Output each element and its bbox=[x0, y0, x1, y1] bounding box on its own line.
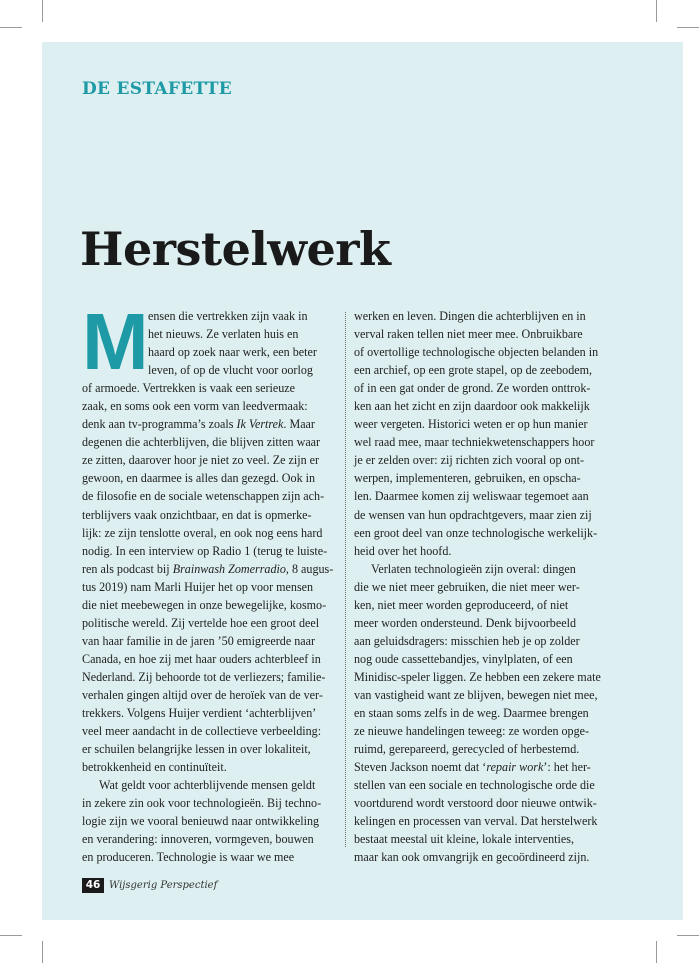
column-divider bbox=[345, 312, 346, 847]
text-line: trekkers. Volgens Huijer verdient ‘achterblijven’ bbox=[82, 706, 317, 721]
text-line: van vastigheid want ze blijven, bewegen niet mee, bbox=[354, 687, 598, 702]
text-line: Minidisc-speler liggen. Ze hebben een zekere mate bbox=[354, 669, 601, 684]
text-line: wel raad mee, maar techniekwetenschappers hoor bbox=[354, 435, 595, 450]
text-line: stellen van een sociale en technologische orde die bbox=[354, 778, 595, 793]
text-line: je er zelden over: zij richten zich vooral op ont- bbox=[354, 453, 585, 468]
article-title: Herstelwerk bbox=[80, 222, 391, 276]
left-column bbox=[82, 297, 344, 866]
text-line: ken aan het zicht en zijn daardoor ook makkelijk bbox=[354, 399, 590, 414]
text-line: of overtollige technologische objecten belanden in bbox=[354, 345, 599, 360]
text-line: er schuilen belangrijke lessen in over lokaliteit, bbox=[82, 742, 311, 757]
text-line: of in een gat onder de grond. Ze worden onttrok- bbox=[354, 381, 591, 396]
text-line: len. Daarmee komen zij weliswaar tegemoet aan bbox=[354, 489, 589, 504]
text-line: en produceren. Technologie is waar we mee bbox=[82, 850, 295, 865]
text-line: de wensen van hun opdrachtgevers, maar zien zij bbox=[354, 507, 592, 522]
text-line: meer worden ondersteund. Denk bijvoorbeeld bbox=[354, 615, 576, 630]
text-line: het nieuws. Ze verlaten huis en bbox=[148, 327, 299, 342]
text-line: een archief, op een grote stapel, op de zeebodem, bbox=[354, 363, 593, 378]
text-line: een groot deel van onze technologische werkelijk- bbox=[354, 525, 598, 540]
text-line: Wat geldt voor achterblijvende mensen geldt bbox=[99, 778, 316, 793]
text-line: en staan soms zelfs in de weg. Daarmee brengen bbox=[354, 706, 589, 721]
text-line: Steven Jackson noemt dat ‘repair work’: het her- bbox=[354, 760, 591, 775]
crop-mark bbox=[42, 0, 43, 22]
text-line: weer vergeten. Historici weten er op hun manier bbox=[354, 417, 588, 432]
text-line: werken en leven. Dingen die achterblijven en in bbox=[354, 309, 586, 323]
section-label: DE ESTAFETTE bbox=[82, 79, 233, 99]
text-line: de filosofie en de sociale wetenschappen zijn ach- bbox=[82, 489, 325, 504]
paragraph bbox=[82, 776, 344, 866]
journal-name: Wijsgerig Perspectief bbox=[109, 880, 218, 891]
text-line: aan geluidsdragers: misschien heb je op zolder bbox=[354, 633, 580, 648]
crop-mark bbox=[656, 0, 657, 22]
text-line: Canada, en hoe zij met haar ouders achterbleef in bbox=[82, 651, 321, 666]
text-line: politische wereld. Zij vertelde hoe een groot deel bbox=[82, 615, 320, 630]
text-line: veel meer aandacht in de collectieve verbeelding: bbox=[82, 724, 322, 739]
text-line: verval raken tellen niet meer mee. Onbruikbare bbox=[354, 327, 583, 342]
text-line: maar kan ook omvangrijk en gecoördineerd zijn. bbox=[354, 850, 590, 865]
text-line: die we niet meer gebruiken, die niet meer wer- bbox=[354, 579, 580, 594]
crop-mark bbox=[42, 941, 43, 963]
text-line: ze zitten, daarover hoor je niet zo veel. Ze zijn er bbox=[82, 453, 320, 468]
crop-mark bbox=[677, 935, 699, 936]
paragraph bbox=[354, 560, 616, 867]
text-line: leven, of op de vlucht voor oorlog bbox=[148, 363, 313, 378]
text-line: die niet meebewegen in onze bewegelijke, kosmo- bbox=[82, 597, 327, 612]
text-line: terblijvers vaak onzichtbaar, en dat is opmerke- bbox=[82, 507, 312, 522]
paragraph bbox=[354, 307, 616, 560]
text-line: ken, niet meer worden geproduceerd, of niet bbox=[354, 597, 569, 612]
text-line: werpen, implementeren, gebruiken, en opscha- bbox=[354, 471, 581, 486]
text-line: haard op zoek naar werk, een beter bbox=[148, 345, 317, 360]
text-line: nodig. In een interview op Radio 1 (terug te luiste- bbox=[82, 543, 328, 558]
text-line: gewoon, en daarmee is alles dan gezegd. Ook in bbox=[82, 471, 316, 486]
text-line: kelingen en processen van verval. Dat herstelwerk bbox=[354, 814, 598, 829]
text-line: ze nieuwe handelingen teweeg: ze worden opge- bbox=[354, 724, 590, 739]
text-line: van haar familie in de jaren ’50 emigreerde naar bbox=[82, 633, 316, 648]
text-line: ruimd, gerepareerd, gerecycled of herbestemd. bbox=[354, 742, 580, 757]
text-line: denk aan tv-programma’s zoals Ik Vertrek. Maar bbox=[82, 417, 315, 432]
text-line: in zekere zin ook voor technologieën. Bij techno- bbox=[82, 796, 322, 811]
crop-mark bbox=[0, 27, 22, 28]
text-line: nog oude cassettebandjes, vinylplaten, of een bbox=[354, 651, 573, 666]
text-line: betrokkenheid en continuïteit. bbox=[82, 760, 227, 775]
crop-mark bbox=[677, 27, 699, 28]
text-line: heid over het hoofd. bbox=[354, 543, 452, 558]
text-line: verhalen gingen altijd over de heroïek van de ver- bbox=[82, 687, 323, 702]
text-line: ren als podcast bij Brainwash Zomerradio, 8 augus- bbox=[82, 561, 334, 576]
text-line: degenen die achterblijven, die blijven zitten waar bbox=[82, 435, 321, 450]
text-line: en verandering: innoveren, vormgeven, bouwen bbox=[82, 832, 314, 847]
page-number: 46 bbox=[82, 878, 104, 893]
text-line: of armoede. Vertrekken is vaak een serieuze bbox=[82, 381, 295, 396]
text-line: zaak, en soms ook een vorm van leedvermaak: bbox=[82, 399, 308, 414]
text-line: Nederland. Zij behoorde tot de verliezers; familie- bbox=[82, 669, 326, 684]
drop-cap: M bbox=[82, 297, 149, 386]
text-line: bestaat meestal uit kleine, lokale interventies, bbox=[354, 832, 574, 847]
text-line: ensen die vertrekken zijn vaak in bbox=[148, 309, 308, 323]
right-column bbox=[354, 307, 616, 866]
text-line: lijk: ze zijn tenslotte overal, en ook nog eens hard bbox=[82, 525, 323, 540]
crop-mark bbox=[656, 941, 657, 963]
text-line: tus 2019) nam Marli Huijer het op voor mensen bbox=[82, 579, 314, 594]
text-line: voortdurend wordt verstoord door nieuwe ontwik- bbox=[354, 796, 597, 811]
text-line: logie zijn we vooral benieuwd naar ontwikkeling bbox=[82, 814, 320, 829]
text-line: Verlaten technologieën zijn overal: dingen bbox=[371, 561, 576, 576]
crop-mark bbox=[0, 935, 22, 936]
